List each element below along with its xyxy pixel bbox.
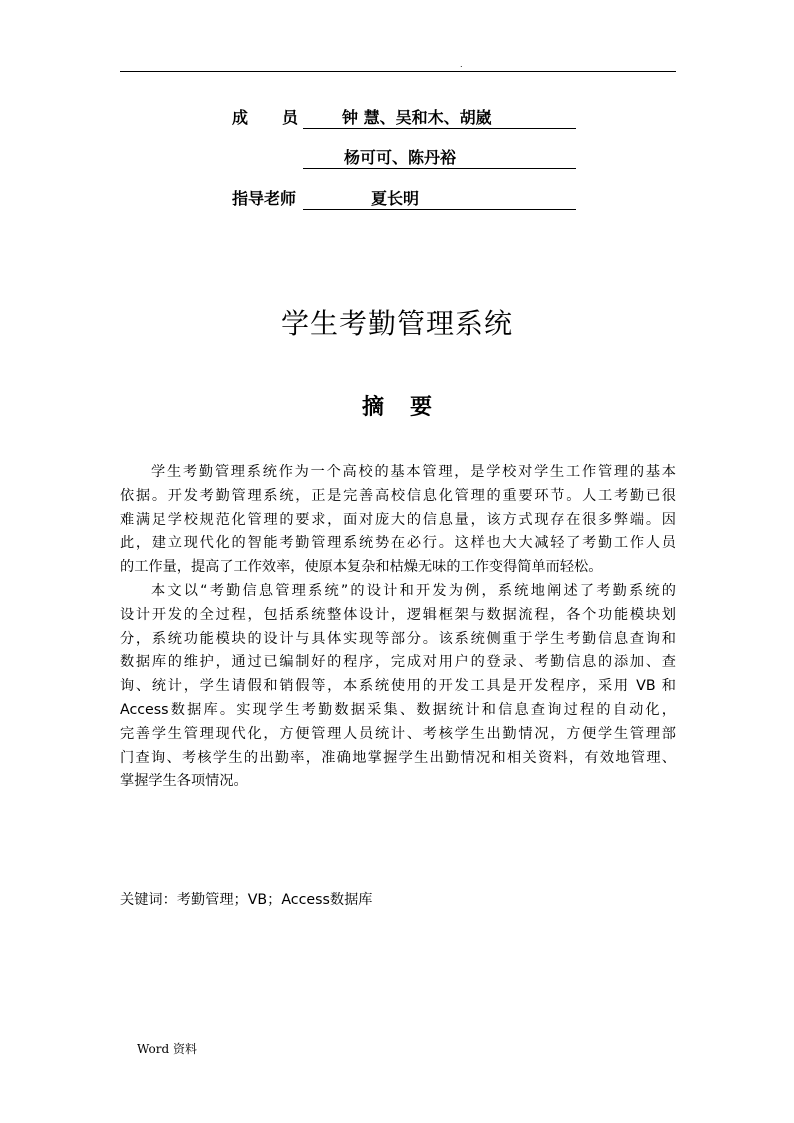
members-line-1-field	[303, 108, 576, 129]
header-rule	[120, 71, 676, 72]
keywords: 关键词：考勤管理；VB；Access数据库	[120, 892, 373, 908]
abstract-line-4: 此，建立现代化的智能考勤管理系统势在必行。这样也大大减轻了考勤工作人员	[120, 535, 676, 552]
abstract-line-9: 数据库的维护，通过已编制好的程序，完成对用户的登录、考勤信息的添加、查	[120, 654, 676, 671]
abstract-line-10: 询、统计，学生请假和销假等，本系统使用的开发工具是开发程序，采用 VB 和	[120, 678, 676, 695]
abstract-heading: 摘要	[361, 395, 458, 420]
abstract-line-8: 分，系统功能模块的设计与具体实现等部分。该系统侧重于学生考勤信息查询和	[120, 630, 676, 647]
abstract-line-3: 难满足学校规范化管理的要求，面对庞大的信息量，该方式现存在很多弊端。因	[120, 511, 676, 528]
members-label-char-2: 员	[282, 108, 299, 127]
members-line-2-field	[303, 148, 576, 169]
advisor-name: 夏长明	[371, 189, 420, 208]
abstract-line-11: Access数据库。实现学生考勤数据采集、数据统计和信息查询过程的自动化，	[120, 701, 676, 718]
abstract-line-12: 完善学生管理现代化，方便管理人员统计、考核学生出勤情况，方便学生管理部	[120, 725, 676, 742]
abstract-line-14: 掌握学生各项情况。	[120, 773, 248, 790]
abstract-body	[120, 461, 676, 794]
abstract-line-5: 的工作量，提高了工作效率，使原本复杂和枯燥无味的工作变得简单而轻松。	[120, 559, 603, 576]
abstract-line-1: 学生考勤管理系统作为一个高校的基本管理，是学校对学生工作管理的基本	[151, 464, 676, 480]
advisor-label: 指导老师	[232, 189, 297, 208]
footer-label: Word 资料	[137, 1042, 197, 1056]
document-title: 学生考勤管理系统	[280, 307, 513, 340]
abstract-line-6: 本文以“考勤信息管理系统”的设计和开发为例，系统地阐述了考勤系统的	[151, 582, 676, 599]
members-label-char-1: 成	[232, 108, 249, 127]
abstract-line-2: 依据。开发考勤管理系统，正是完善高校信息化管理的重要环节。人工考勤已很	[120, 487, 676, 504]
members-line-2: 杨可可、陈丹裕	[344, 148, 457, 167]
members-line-1: 钟 慧、吴和木、胡崴	[342, 108, 492, 127]
members-label	[232, 108, 298, 128]
header-dot: .	[460, 60, 463, 69]
abstract-line-7: 设计开发的全过程，包括系统整体设计，逻辑框架与数据流程，各个功能模块划	[120, 606, 676, 623]
abstract-line-13: 门查询、考核学生的出勤率，准确地掌握学生出勤情况和相关资料，有效地管理、	[120, 749, 676, 766]
advisor-field	[303, 189, 576, 210]
